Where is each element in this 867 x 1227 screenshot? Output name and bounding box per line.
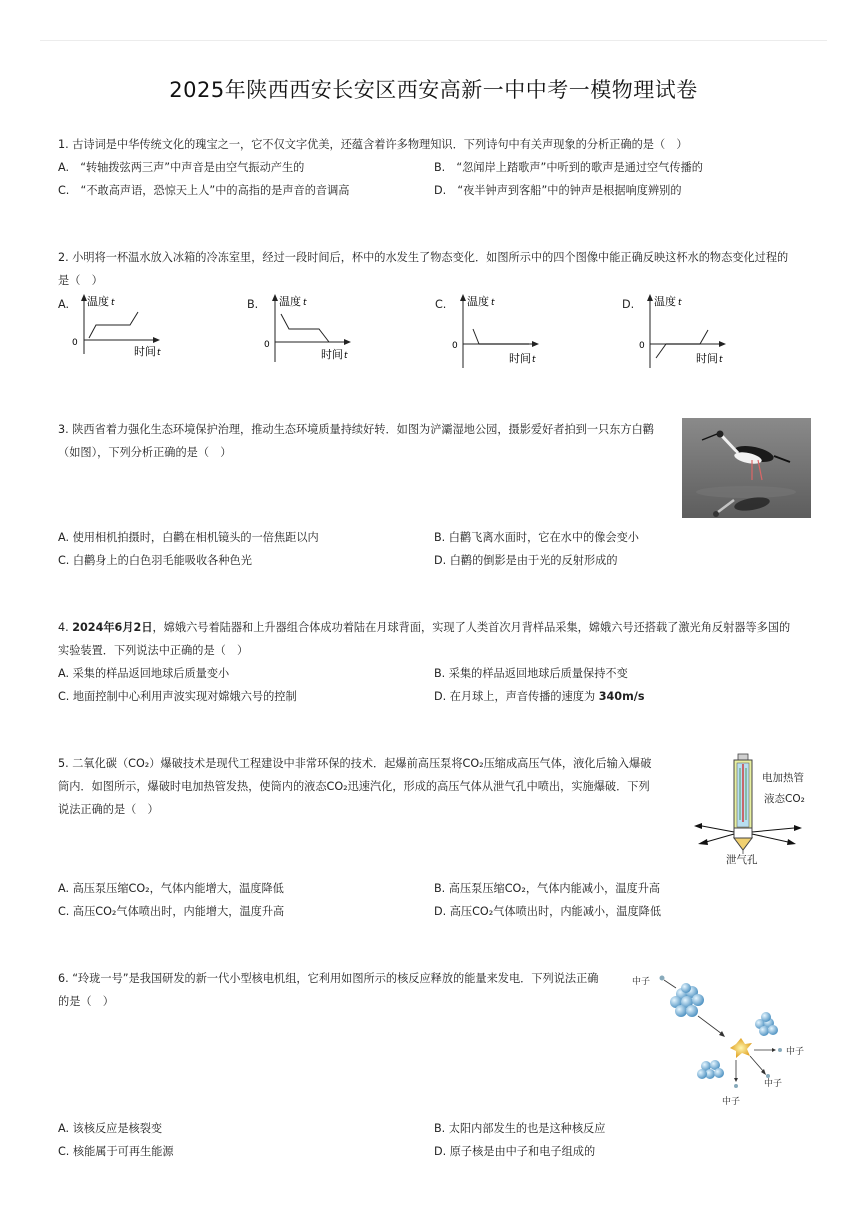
q4-option-d-text: D. 在月球上，声音传播的速度为 [434,690,599,703]
q4-stem [58,620,790,636]
graph-a-xvar: t [157,348,161,358]
q4-number: 4. [58,621,73,634]
graph-a-axes [56,292,176,362]
nuclear-fission-diagram [626,966,816,1111]
graph-c-origin: 0 [452,341,458,351]
q4-option-c[interactable]: C. 地面控制中心利用声波实现对嫦娥六号的控制 [58,690,297,703]
graph-b-xvar: t [344,351,348,361]
graph-d-yvar: t [678,298,682,308]
graph-b-letter: B. [247,298,259,311]
graph-d-ylabel: 温度 [654,295,676,308]
q5-option-c[interactable]: C. 高压CO₂气体喷出时，内能增大，温度升高 [58,905,285,918]
q2-graph-a[interactable] [56,292,176,362]
q2-graph-b[interactable] [245,292,365,362]
q3-stem-cont: （如图），下列分析正确的是（ ） [58,446,232,459]
liquid-co2-label: 液态CO₂ [764,793,805,805]
q6-option-c[interactable]: C. 核能属于可再生能源 [58,1145,174,1158]
q5-stem: 5. 二氧化碳（CO₂）爆破技术是现代工程建设中非常环保的技术．起爆前高压泵将CO₂压缩成高压气体，液化后输入爆破 [58,757,652,770]
graph-c-axes [433,292,553,368]
graph-c-letter: C. [435,298,447,311]
graph-b-yvar: t [303,298,307,308]
graph-a-xlabel: 时间 [134,345,156,358]
q3-option-b[interactable]: B. 白鹳飞离水面时，它在水中的像会变小 [434,531,639,544]
graph-b-axes [245,292,365,362]
graph-a-ylabel: 温度 [87,295,109,308]
graph-d-letter: D. [622,298,635,311]
graph-c-yvar: t [491,298,495,308]
q1-stem: 1. 古诗词是中华传统文化的瑰宝之一，它不仅文字优美，还蕴含着许多物理知识．下列诗句中有关声现象的分析正确的是（ ） [58,138,688,151]
neutron-label-lower-right: 中子 [764,1079,783,1089]
q2-graph-d[interactable] [620,292,740,368]
graph-d-origin: 0 [639,341,645,351]
graph-c-xlabel: 时间 [509,352,531,365]
graph-d-xvar: t [719,355,723,365]
graph-b-ylabel: 温度 [279,295,301,308]
q4-stem-cont: 实验装置．下列说法中正确的是（ ） [58,644,249,657]
top-divider [40,40,827,41]
graph-c-xvar: t [532,355,536,365]
page-title: 2025年陕西西安长安区西安高新一中中考一模物理试卷 [169,78,698,102]
q3-option-d[interactable]: D. 白鹳的倒影是由于光的反射形成的 [434,554,618,567]
q5-option-b[interactable]: B. 高压泵压缩CO₂，气体内能减小，温度升高 [434,882,661,895]
q6-option-d[interactable]: D. 原子核是由中子和电子组成的 [434,1145,596,1158]
co2-blaster-diagram [688,750,813,870]
q5-stem-cont2: 说法正确的是（ ） [58,803,159,816]
graph-b-xlabel: 时间 [321,348,343,361]
q1-option-d[interactable]: D. “夜半钟声到客船”中的钟声是根据响度辨别的 [434,184,682,197]
fission-drawing [626,966,816,1111]
q3-option-c[interactable]: C. 白鹳身上的白色羽毛能吸收各种色光 [58,554,252,567]
stork-photo [682,418,811,518]
heater-label: 电加热管 [762,772,804,784]
q6-option-b[interactable]: B. 太阳内部发生的也是这种核反应 [434,1122,606,1135]
q4-option-d[interactable] [434,689,645,705]
graph-d-xlabel: 时间 [696,352,718,365]
vent-label: 泄气孔 [726,854,758,866]
q5-option-a[interactable]: A. 高压泵压缩CO₂，气体内能增大，温度降低 [58,882,284,895]
graph-c-ylabel: 温度 [467,295,489,308]
graph-a-yvar: t [111,298,115,308]
graph-a-origin: 0 [72,338,78,348]
graph-a-letter: A. [58,298,70,311]
neutron-label-right: 中子 [786,1047,805,1057]
q1-option-a[interactable]: A. “转轴拨弦两三声”中声音是由空气振动产生的 [58,161,305,174]
q6-option-a[interactable]: A. 该核反应是核裂变 [58,1122,163,1135]
q2-stem-cont: 是（ ） [58,274,103,287]
q1-option-b[interactable]: B. “忽闻岸上踏歌声”中听到的歌声是通过空气传播的 [434,161,703,174]
q4-option-d-value: 340m/s [598,690,645,703]
q4-option-a[interactable]: A. 采集的样品返回地球后质量变小 [58,667,230,680]
q4-option-b[interactable]: B. 采集的样品返回地球后质量保持不变 [434,667,628,680]
q4-stem-text: ，嫦娥六号着陆器和上升器组合体成功着陆在月球背面，实现了人类首次月背样品采集，嫦娥六号还搭载了激光角反射器等多国的 [152,621,791,634]
q6-stem-cont: 的是（ ） [58,995,114,1008]
q2-graph-c[interactable] [433,292,553,368]
q6-stem: 6. “玲珑一号”是我国研发的新一代小型核电机组，它利用如图所示的核反应释放的能量来发电．下列说法正确 [58,972,599,985]
q2-stem: 2. 小明将一杯温水放入冰箱的冷冻室里，经过一段时间后，杯中的水发生了物态变化．如图所示中的四个图像中能正确反映这杯水的物态变化过程的 [58,251,789,264]
q4-date: 2024年6月2日 [72,621,153,634]
q3-option-a[interactable]: A. 使用相机拍摄时，白鹳在相机镜头的一倍焦距以内 [58,531,319,544]
q1-option-c[interactable]: C. “不敢高声语，恐惊天上人”中的高指的是声音的音调高 [58,184,350,197]
graph-b-origin: 0 [264,340,270,350]
graph-d-axes [620,292,740,368]
q3-stem: 3. 陕西省着力强化生态环境保护治理，推动生态环境质量持续好转．如图为浐灞湿地公园，摄影爱好者拍到一只东方白鹳 [58,423,654,436]
neutron-label-bottom: 中子 [722,1097,741,1107]
neutron-label-in: 中子 [632,977,651,987]
q5-stem-cont: 筒内．如图所示，爆破时电加热管发热，使筒内的液态CO₂迅速汽化，形成的高压气体从泄气孔中喷出，实施爆破．下列 [58,780,650,793]
large-nucleus [670,983,704,1017]
q5-option-d[interactable]: D. 高压CO₂气体喷出时，内能减小，温度降低 [434,905,662,918]
